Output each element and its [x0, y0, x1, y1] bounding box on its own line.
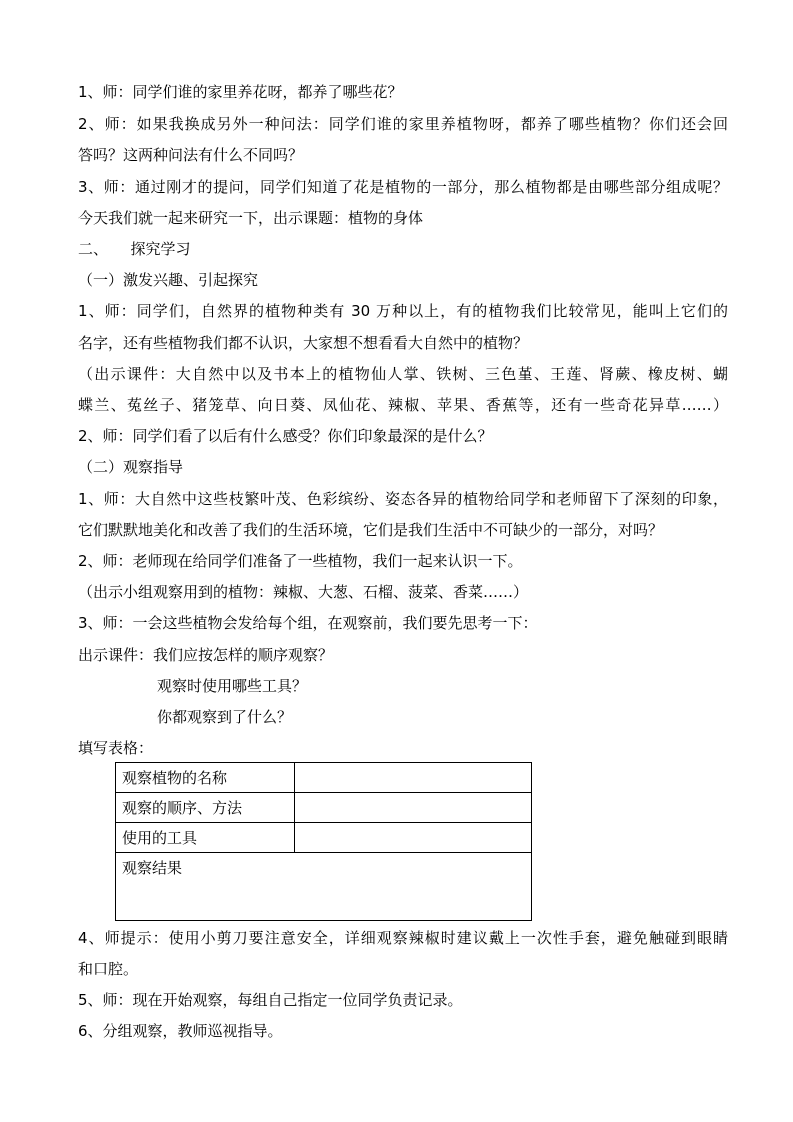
paragraph-line: 名字，还有些植物我们都不认识，大家想不想看看大自然中的植物？ [78, 334, 529, 352]
paragraph-line: 2、师：同学们看了以后有什么感受？你们印象最深的是什么？ [78, 427, 493, 445]
paragraph-line: 3、师：通过刚才的提问，同学们知道了花是植物的一部分，那么植物都是由哪些部分组成呢？ [78, 178, 728, 196]
paragraph-line: 出示课件：我们应按怎样的顺序观察？ [78, 646, 334, 664]
paragraph-line: 你都观察到了什么？ [157, 708, 293, 726]
observation-table [115, 762, 532, 921]
table-row [116, 793, 532, 823]
paragraph-line: （出示课件：大自然中以及书本上的植物仙人掌、铁树、三色堇、王莲、肾蕨、橡皮树、蝴 [78, 365, 728, 383]
table-row [116, 853, 532, 921]
table-cell-label: 观察植物的名称 [116, 763, 295, 793]
paragraph-line: 1、师：同学们，自然界的植物种类有 30 万种以上，有的植物我们比较常见，能叫上它们的 [78, 302, 728, 320]
subsection-heading: （二）观察指导 [78, 458, 184, 476]
table-cell-label: 使用的工具 [116, 823, 295, 853]
table-cell-blank [295, 823, 532, 853]
paragraph-line: 答吗？这两种问法有什么不同吗？ [78, 146, 304, 164]
paragraph-line: 今天我们就一起来研究一下，出示课题：植物的身体 [78, 209, 424, 227]
paragraph-line: 1、师：同学们谁的家里养花呀，都养了哪些花？ [78, 83, 403, 101]
table-cell-label: 观察的顺序、方法 [116, 793, 295, 823]
table-cell-label: 观察结果 [116, 853, 532, 921]
table-cell-blank [295, 793, 532, 823]
paragraph-line: 填写表格： [78, 739, 154, 757]
paragraph-line: 蝶兰、菟丝子、猪笼草、向日葵、凤仙花、辣椒、苹果、香蕉等，还有一些奇花异草……） [78, 396, 728, 414]
paragraph-line: （出示小组观察用到的植物：辣椒、大葱、石榴、菠菜、香菜……） [78, 583, 529, 601]
paragraph-line: 5、师：现在开始观察，每组自己指定一位同学负责记录。 [78, 991, 463, 1009]
paragraph-line: 3、师：一会这些植物会发给每个组，在观察前，我们要先思考一下： [78, 614, 538, 632]
paragraph-line: 2、师：如果我换成另外一种问法：同学们谁的家里养植物呀，都养了哪些植物？你们还会回 [78, 115, 728, 133]
paragraph-line: 1、师：大自然中这些枝繁叶茂、色彩缤纷、姿态各异的植物给同学和老师留下了深刻的印象， [78, 490, 728, 508]
paragraph-line: 它们默默地美化和改善了我们的生活环境，它们是我们生活中不可缺少的一部分，对吗？ [78, 521, 664, 539]
section-heading: 二、 探究学习 [78, 240, 191, 258]
table-row [116, 823, 532, 853]
table-cell-blank [295, 763, 532, 793]
paragraph-line: 和口腔。 [78, 960, 139, 978]
paragraph-line: 观察时使用哪些工具？ [157, 677, 308, 695]
paragraph-line: 2、师：老师现在给同学们准备了一些植物，我们一起来认识一下。 [78, 552, 523, 570]
paragraph-line: 4、师提示：使用小剪刀要注意安全，详细观察辣椒时建议戴上一次性手套，避免触碰到眼睛 [78, 929, 728, 947]
table-row [116, 763, 532, 793]
subsection-heading: （一）激发兴趣、引起探究 [78, 271, 259, 289]
paragraph-line: 6、分组观察，教师巡视指导。 [78, 1022, 283, 1040]
